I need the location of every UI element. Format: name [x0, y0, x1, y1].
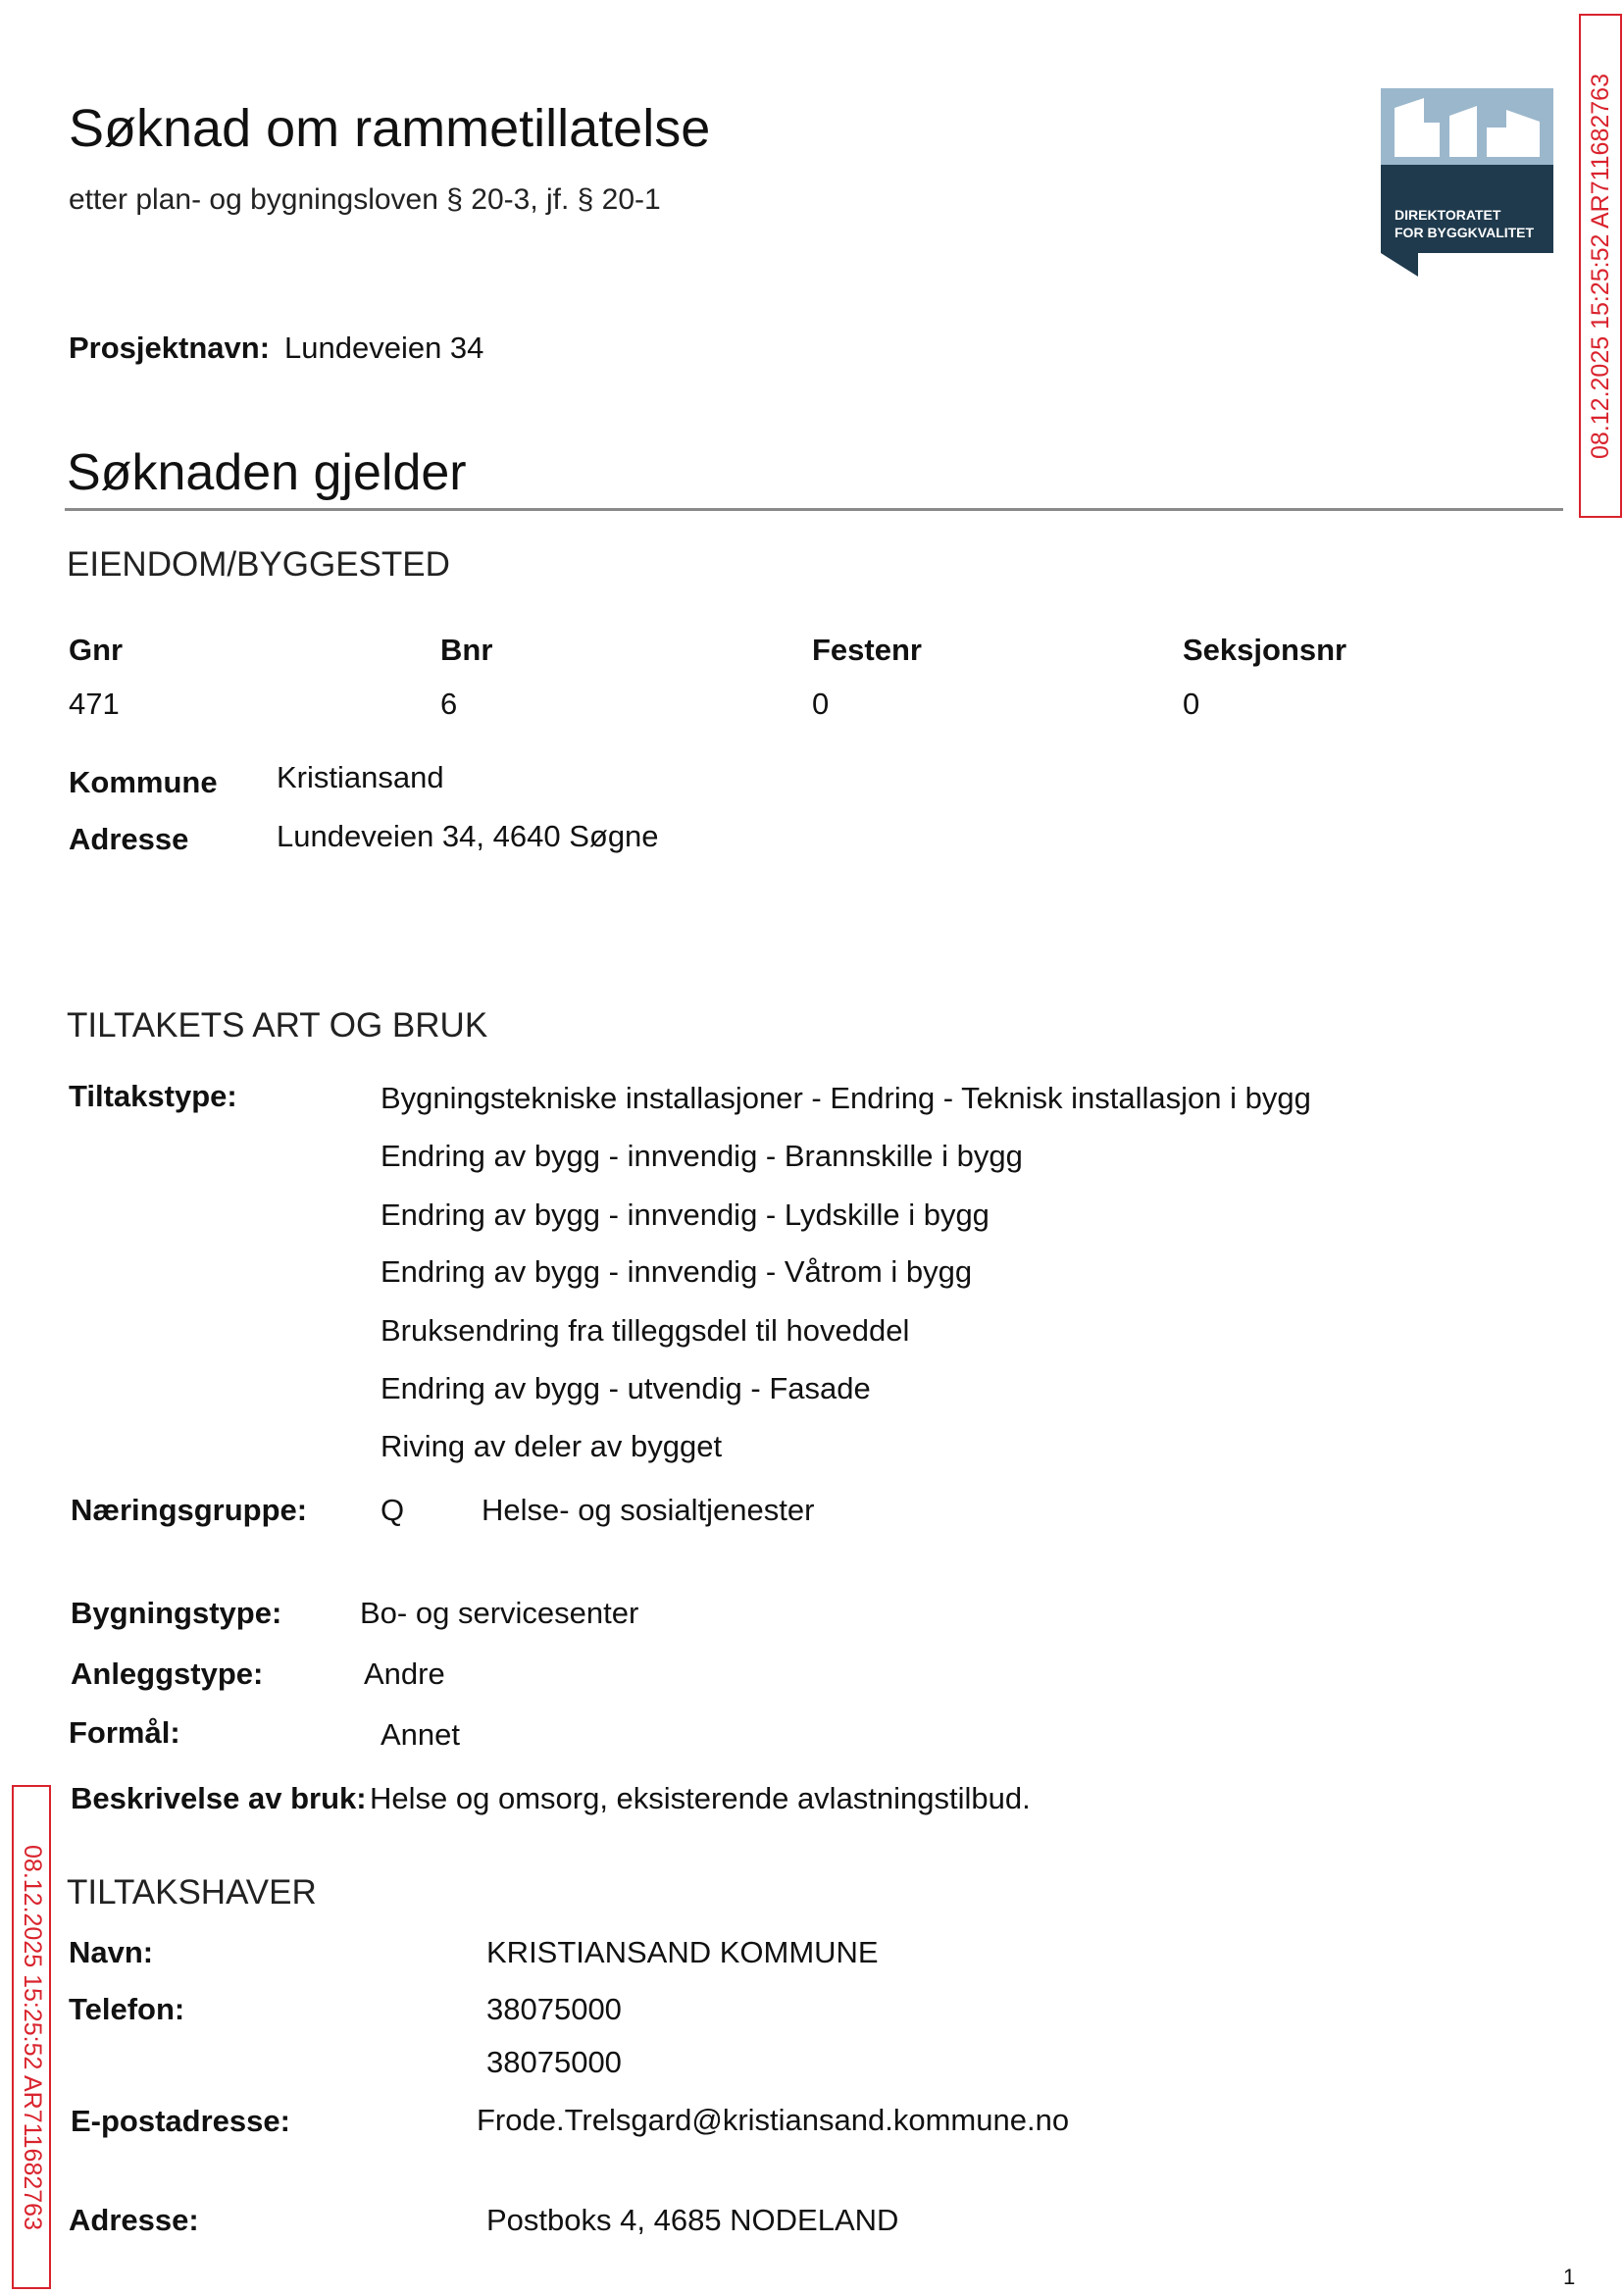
tiltakshaver-heading: TILTAKSHAVER: [67, 1873, 317, 1912]
naeringsgruppe-value: Helse- og sosialtjenester: [482, 1493, 815, 1527]
logo-line1: DIREKTORATET: [1395, 207, 1501, 223]
naeringsgruppe-label: Næringsgruppe:: [71, 1493, 308, 1527]
tiltakshaver-adresse-label: Adresse:: [69, 2203, 199, 2237]
tiltak-heading: TILTAKETS ART OG BRUK: [67, 1006, 488, 1045]
beskrivelse-label: Beskrivelse av bruk:: [71, 1781, 367, 1815]
telefon-label: Telefon:: [69, 1992, 185, 2026]
naeringsgruppe-code: Q: [381, 1493, 405, 1527]
tiltakstype-item: Riving av deler av bygget: [381, 1429, 723, 1463]
tiltakstype-item: Bygningstekniske installasjoner - Endring - Teknisk installasjon i bygg: [381, 1081, 1311, 1115]
document-title: Søknad om rammetillatelse: [69, 99, 711, 158]
tiltakstype-item: Endring av bygg - innvendig - Lydskille i bygg: [381, 1198, 990, 1232]
anleggstype-label: Anleggstype:: [71, 1657, 264, 1691]
dibk-logo: [1381, 88, 1553, 277]
navn-value: KRISTIANSAND KOMMUNE: [486, 1935, 879, 1969]
tiltakshaver-adresse-value: Postboks 4, 4685 NODELAND: [486, 2203, 899, 2237]
seksjonsnr-label: Seksjonsnr: [1183, 633, 1347, 667]
kommune-label: Kommune: [69, 765, 218, 799]
formal-label: Formål:: [69, 1715, 180, 1750]
formal-value: Annet: [381, 1717, 461, 1752]
tiltakstype-item: Endring av bygg - innvendig - Våtrom i bygg: [381, 1254, 973, 1289]
epost-label: E-postadresse:: [71, 2104, 290, 2138]
bygningstype-label: Bygningstype:: [71, 1596, 282, 1630]
festenr-label: Festenr: [812, 633, 922, 667]
anleggstype-value: Andre: [364, 1657, 445, 1691]
section-divider: [65, 508, 1563, 511]
document-subtitle: etter plan- og bygningsloven § 20-3, jf. § 20-1: [69, 183, 661, 216]
page-number: 1: [1563, 2265, 1576, 2289]
tiltakstype-label: Tiltakstype:: [69, 1079, 237, 1113]
receipt-stamp-bottom: [12, 1785, 51, 2289]
telefon-value: 38075000: [486, 2045, 622, 2079]
bygningstype-value: Bo- og servicesenter: [360, 1596, 639, 1630]
epost-value: Frode.Trelsgard@kristiansand.kommune.no: [477, 2103, 1070, 2137]
tiltakstype-item: Endring av bygg - utvendig - Fasade: [381, 1371, 871, 1405]
telefon-value: 38075000: [486, 1992, 622, 2026]
receipt-stamp-text: 08.12.2025 15:25:52 AR711682763: [18, 1844, 46, 2230]
adresse-label: Adresse: [69, 822, 189, 856]
festenr-value: 0: [812, 687, 830, 721]
gnr-value: 471: [69, 687, 120, 721]
seksjonsnr-value: 0: [1183, 687, 1200, 721]
tiltakstype-item: Bruksendring fra tilleggsdel til hoveddel: [381, 1313, 910, 1348]
kommune-value: Kristiansand: [277, 760, 444, 794]
beskrivelse-value: Helse og omsorg, eksisterende avlastningstilbud.: [370, 1781, 1031, 1815]
project-name-label: Prosjektnavn:: [69, 331, 271, 365]
tiltakstype-item: Endring av bygg - innvendig - Brannskille i bygg: [381, 1139, 1023, 1173]
receipt-stamp-text: 08.12.2025 15:25:52 AR711682763: [1586, 73, 1614, 459]
navn-label: Navn:: [69, 1935, 154, 1969]
receipt-stamp-top: [1579, 14, 1622, 518]
adresse-value: Lundeveien 34, 4640 Søgne: [277, 819, 659, 853]
bnr-value: 6: [440, 687, 458, 721]
gnr-label: Gnr: [69, 633, 124, 667]
bnr-label: Bnr: [440, 633, 493, 667]
project-name-value: Lundeveien 34: [284, 331, 484, 365]
eiendom-heading: EIENDOM/BYGGESTED: [67, 545, 450, 584]
section-title: Søknaden gjelder: [67, 444, 467, 501]
logo-line2: FOR BYGGKVALITET: [1395, 225, 1535, 240]
